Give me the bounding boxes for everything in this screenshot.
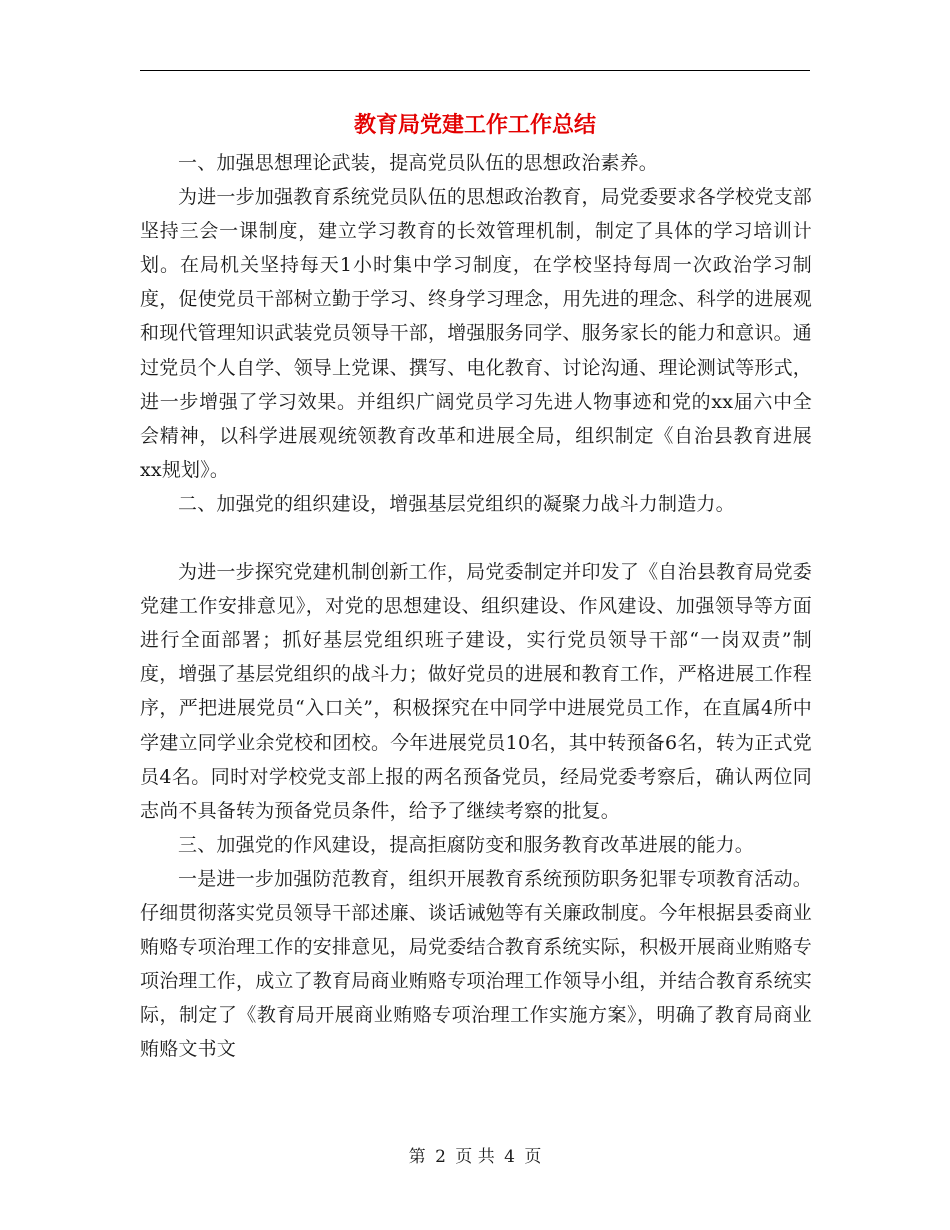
footer-total-pages: 4 <box>504 1147 515 1167</box>
document-body <box>140 146 812 1066</box>
footer-prefix: 第 <box>408 1147 426 1167</box>
body-paragraph-1: 为进一步加强教育系统党员队伍的思想政治教育，局党委要求各学校党支部坚持三会一课制度，建立学习教育的长效管理机制，制定了具体的学习培训计划。在局机关坚持每天1小时集中学习制度，在学校坚持每周一次政治学习制度，促使党员干部树立勤于学习、终身学习理念，用先进的理念、科学的进展观和现代管理知识武装党员领导干部，增强服务同学、服务家长的能力和意识。通过党员个人自学、领导上党课、撰写、电化教育、讨论沟通、理论测试等形式，进一步增强了学习效果。并组织广阔党员学习先进人物事迹和党的xx届六中全会精神，以科学进展观统领教育改革和进展全局，组织制定《自治县教育进展xx规划》。 <box>140 186 813 481</box>
footer-suffix: 页 <box>524 1147 542 1167</box>
paragraph-spacer <box>140 521 812 555</box>
page-footer <box>0 1146 950 1168</box>
header-rule <box>140 70 810 71</box>
footer-mid: 页 共 <box>455 1147 495 1167</box>
document-title: 教育局党建工作工作总结 <box>353 113 596 138</box>
section-heading-2: 二、加强党的组织建设，增强基层党组织的凝聚力战斗力制造力。 <box>178 492 735 515</box>
section-heading-3: 三、加强党的作风建设，提高拒腐防变和服务教育改革进展的能力。 <box>178 833 755 856</box>
body-paragraph-2: 为进一步探究党建机制创新工作，局党委制定并印发了《自治县教育局党委党建工作安排意见》，对党的思想建设、组织建设、作风建设、加强领导等方面进行全面部署；抓好基层党组织班子建设，实行党员领导干部“一岗双责”制度，增强了基层党组织的战斗力；做好党员的进展和教育工作，严格进展工作程序，严把进展党员“入口关”，积极探究在中同学中进展党员工作，在直属4所中学建立同学业余党校和团校。今年进展党员10名，其中转预备6名，转为正式党员4名。同时对学校党支部上报的两名预备党员，经局党委考察后，确认两位同志尚不具备转为预备党员条件，给予了继续考察的批复。 <box>140 561 813 822</box>
body-paragraph-3: 一是进一步加强防范教育，组织开展教育系统预防职务犯罪专项教育活动。仔细贯彻落实党员领导干部述廉、谈话诫勉等有关廉政制度。今年根据县委商业贿赂专项治理工作的安排意见，局党委结合教育系统实际，积极开展商业贿赂专项治理工作，成立了教育局商业贿赂专项治理工作领导小组，并结合教育系统实际，制定了《教育局开展商业贿赂专项治理工作实施方案》，明确了教育局商业贿赂文书文 <box>140 867 813 1061</box>
section-heading-1: 一、加强思想理论武装，提高党员队伍的思想政治素养。 <box>178 152 659 174</box>
footer-current-page: 2 <box>435 1147 446 1167</box>
